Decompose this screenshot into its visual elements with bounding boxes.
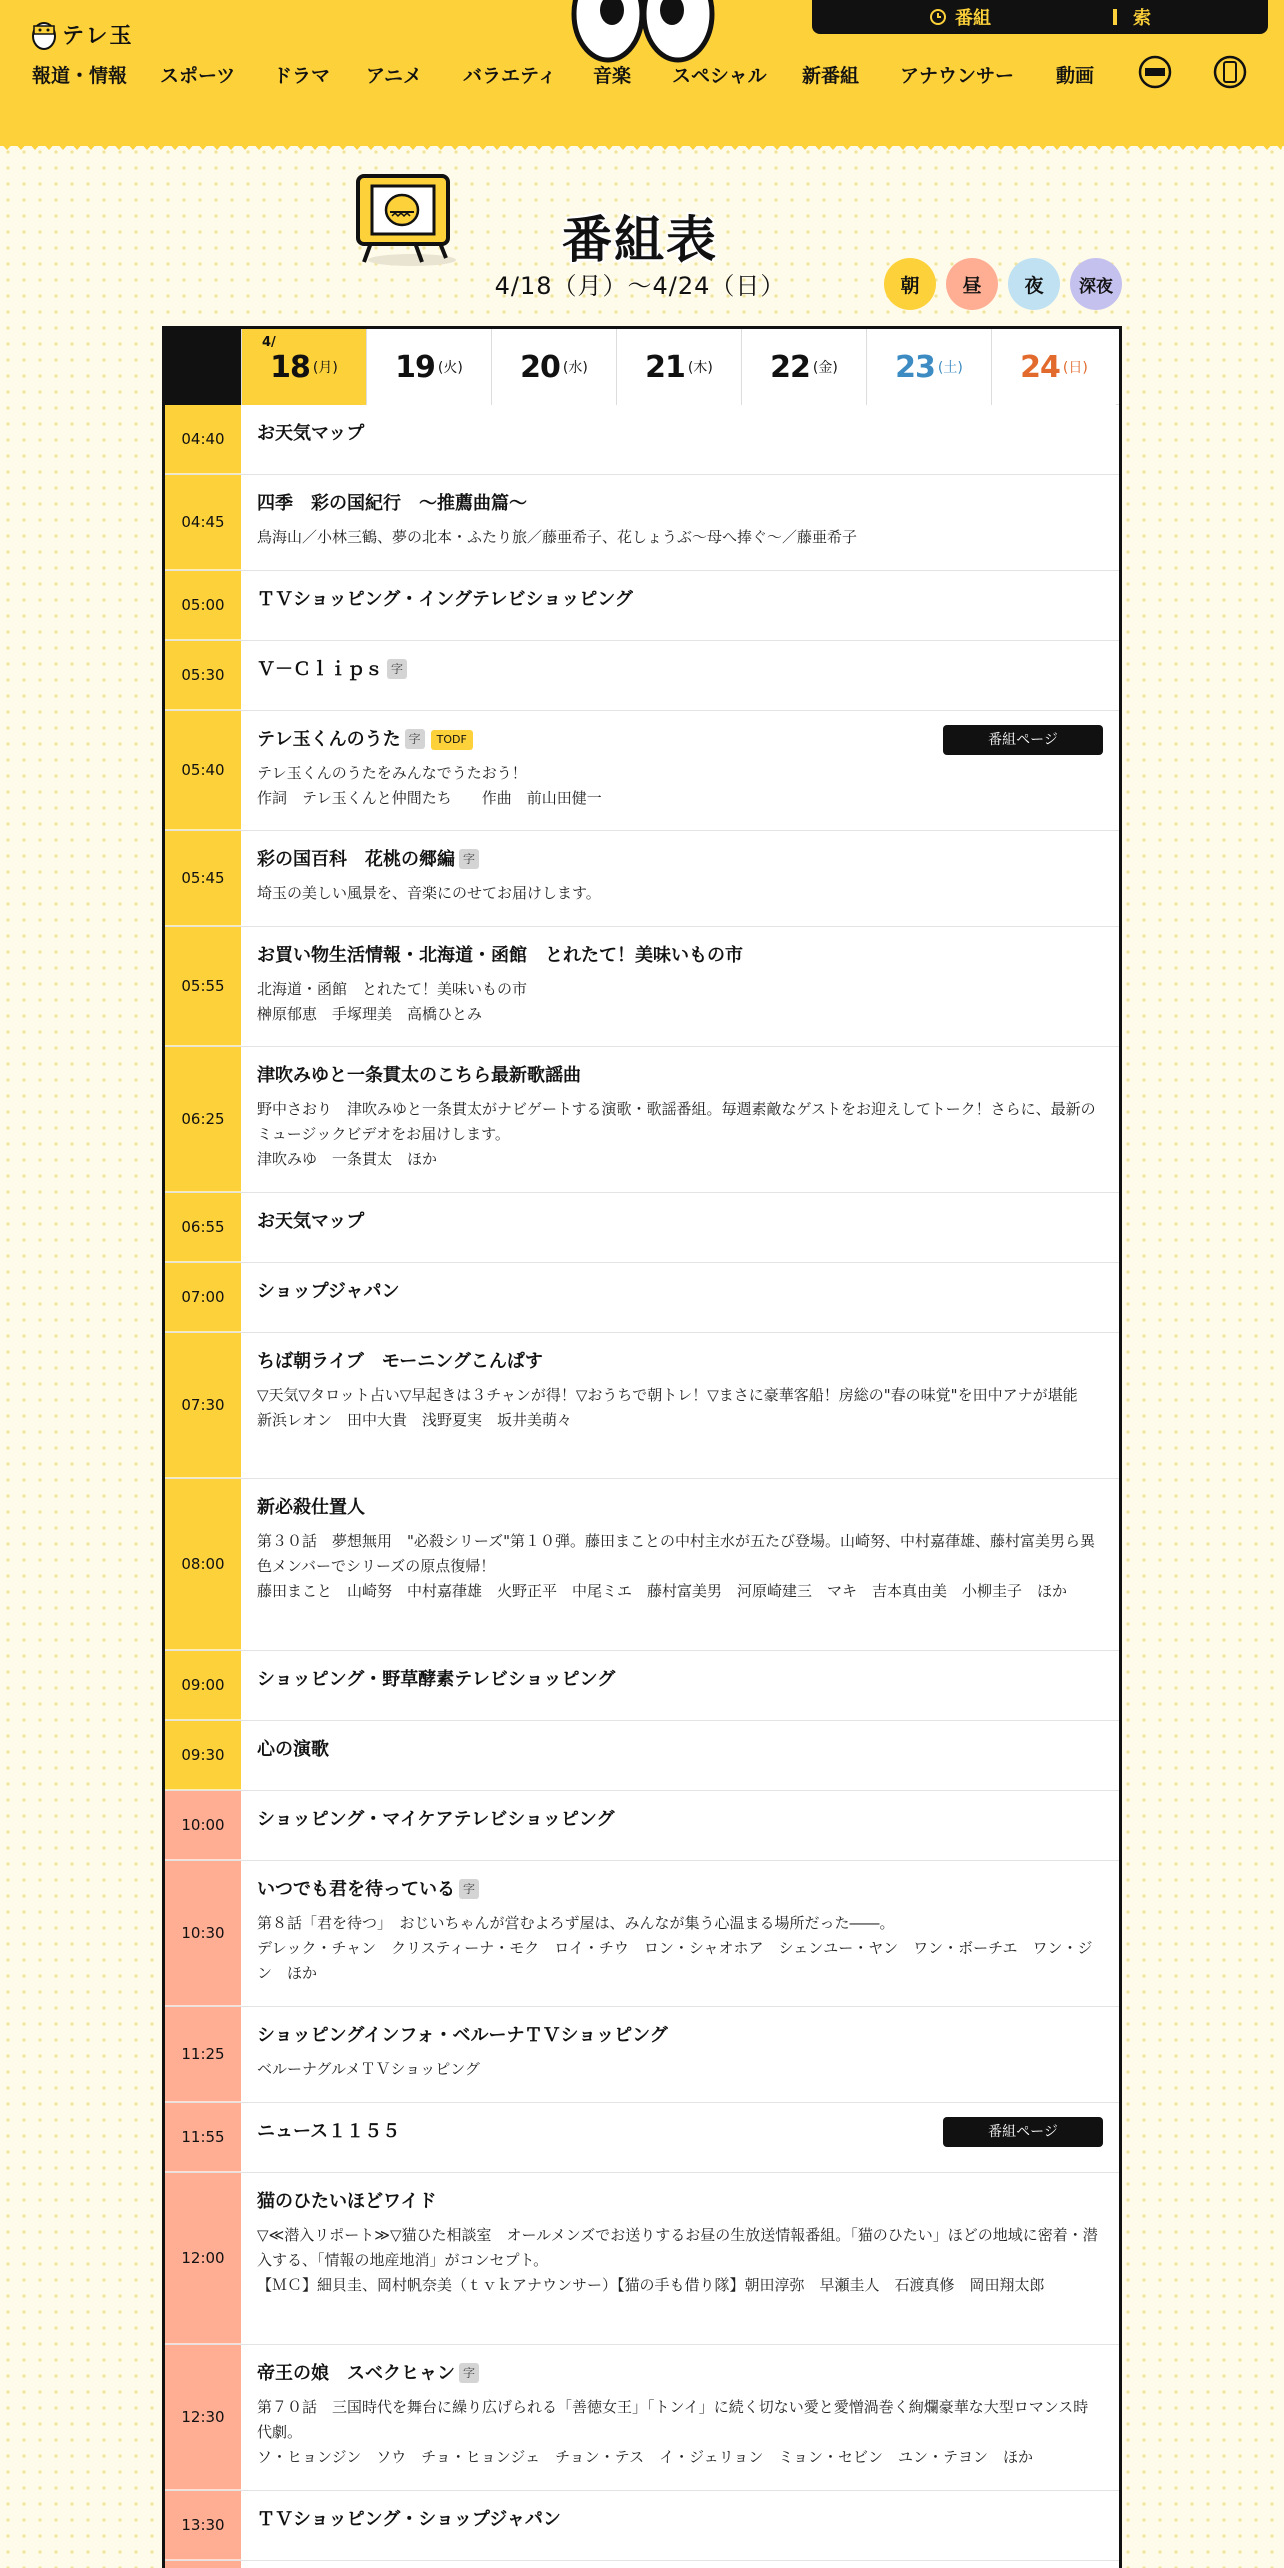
date-tab-23[interactable] — [866, 329, 991, 405]
date-tab-18[interactable] — [241, 329, 366, 405]
date-tabs — [165, 329, 1119, 405]
program-row[interactable] — [165, 2007, 1119, 2103]
program-title[interactable]: 新必殺仕置人 — [257, 1497, 365, 1518]
program-title-line — [257, 2509, 1101, 2531]
program-title[interactable]: ショッピングインフォ・ベルーナＴＶショッピング — [257, 2025, 668, 2046]
program-time: 05:40 — [165, 711, 241, 830]
program-title-line — [257, 1879, 1101, 1901]
program-list — [165, 405, 1119, 2568]
program-description: 第３０話 夢想無用 "必殺シリーズ"第１０弾。藤田まことの中村主水が五たび登場。山崎努、中村嘉葎雄、藤村富美男ら異色メンバーでシリーズの原点復帰！ 藤田まこと 山崎努 中村嘉葎雄 火野正平 中尾ミエ 藤村富美男 河原崎建三 マキ 吉本真由美 小柳圭子 ほか — [257, 1532, 1096, 1600]
date-tab-day: 21 — [645, 349, 685, 385]
program-title[interactable]: ＴＶショッピング・ショップジャパン — [257, 2509, 561, 2530]
program-row[interactable] — [165, 2345, 1119, 2491]
quick-links-bar — [812, 0, 1268, 34]
program-row[interactable] — [165, 405, 1119, 475]
date-tab-day: 24 — [1020, 349, 1060, 385]
program-title[interactable]: ニュース１１５５ — [257, 2121, 401, 2142]
todf-badge: TODF — [431, 730, 473, 750]
program-time: 06:25 — [165, 1047, 241, 1192]
program-time: 10:00 — [165, 1791, 241, 1860]
program-title-line — [257, 589, 1101, 611]
date-tab-day: 22 — [770, 349, 810, 385]
page-title: 番組表 — [562, 211, 718, 269]
main-nav — [0, 56, 1284, 96]
nav-anime[interactable]: アニメ — [366, 65, 423, 87]
program-row[interactable] — [165, 1263, 1119, 1333]
header-zigzag-edge — [0, 136, 1284, 156]
time-jump-noon-label: 昼 — [962, 274, 982, 297]
program-page-button[interactable]: 番組ページ — [943, 2117, 1103, 2147]
program-title-line — [257, 1669, 1101, 1691]
program-schedule — [162, 326, 1122, 2568]
date-tab-day: 19 — [395, 349, 435, 385]
subtitle-badge-icon: 字 — [459, 1879, 479, 1899]
program-info — [241, 711, 1119, 830]
program-title[interactable]: ショップジャパン — [257, 1281, 400, 1302]
program-row[interactable] — [165, 1791, 1119, 1861]
program-info — [241, 2345, 1119, 2490]
date-tab-22[interactable] — [741, 329, 866, 405]
program-title-line — [257, 1281, 1101, 1303]
subtitle-badge-icon: 字 — [459, 2363, 479, 2383]
program-row[interactable] — [165, 641, 1119, 711]
program-title-line — [257, 1497, 1101, 1519]
program-title[interactable]: 猫のひたいほどワイド — [257, 2191, 437, 2212]
search-link[interactable] — [1111, 4, 1151, 30]
date-tab-24[interactable] — [991, 329, 1116, 405]
program-page-button[interactable]: 番組ページ — [943, 725, 1103, 755]
date-tab-weekday: (水) — [562, 360, 588, 376]
date-tab-day: 18 — [270, 349, 310, 385]
program-title[interactable]: ショッピング・野草酵素テレビショッピング — [257, 1669, 616, 1690]
logo-text: テレ玉 — [62, 23, 134, 49]
program-row[interactable] — [165, 2561, 1119, 2568]
mascot-eyes-icon — [568, 0, 718, 64]
program-description: テレ玉くんのうたをみんなでうたおう！ 作詞 テレ玉くんと仲間たち 作曲 前山田健一 — [257, 764, 602, 807]
program-time: 07:00 — [165, 1263, 241, 1332]
program-info — [241, 1333, 1119, 1478]
program-row[interactable] — [165, 1721, 1119, 1791]
program-title-line — [257, 1351, 1101, 1373]
program-title[interactable]: 津吹みゆと一条貫太のこちら最新歌謡曲 — [257, 1065, 581, 1086]
program-time: 05:30 — [165, 641, 241, 710]
program-title-line — [257, 423, 1101, 445]
date-header-corner — [165, 329, 241, 405]
subtitle-badge-icon: 字 — [459, 849, 479, 869]
site-logo[interactable] — [30, 14, 134, 54]
program-row[interactable] — [165, 2173, 1119, 2345]
program-title[interactable]: Ｖ－Ｃｌｉｐｓ — [257, 659, 383, 680]
program-title[interactable]: 心の演歌 — [257, 1739, 329, 1760]
program-title[interactable]: ＴＶショッピング・イングテレビショッピング — [257, 589, 633, 610]
schedule-link[interactable] — [929, 4, 991, 30]
date-range: 4/18（月）〜4/24（日） — [494, 272, 786, 300]
program-info — [241, 475, 1119, 570]
program-title[interactable]: 帝王の娘 スベクヒャン — [257, 2363, 455, 2384]
date-tab-20[interactable] — [491, 329, 616, 405]
program-info — [241, 2007, 1119, 2102]
date-tab-weekday: (金) — [812, 360, 838, 376]
program-info — [241, 831, 1119, 926]
program-time: 10:30 — [165, 1861, 241, 2006]
time-jump-late-night[interactable] — [1070, 258, 1122, 310]
teletama-icon[interactable] — [1133, 46, 1177, 90]
subtitle-badge-icon: 字 — [387, 659, 407, 679]
search-icon — [1111, 8, 1125, 26]
time-jump-noon[interactable] — [946, 258, 998, 310]
program-info — [241, 1479, 1119, 1650]
program-title-line — [257, 2363, 1101, 2385]
program-time: 11:25 — [165, 2007, 241, 2102]
nav-drama[interactable]: ドラマ — [273, 65, 331, 87]
nav-videos[interactable]: 動画 — [1056, 65, 1095, 87]
program-title-line — [257, 1809, 1101, 1831]
program-row[interactable] — [165, 1333, 1119, 1479]
program-info — [241, 1721, 1119, 1790]
program-title[interactable]: お買い物生活情報・北海道・函館 とれたて！美味いもの市 — [257, 945, 743, 966]
date-tab-day: 20 — [520, 349, 560, 385]
program-row[interactable] — [165, 711, 1119, 831]
program-row[interactable] — [165, 1193, 1119, 1263]
program-description: 埼玉の美しい風景を、音楽にのせてお届けします。 — [257, 884, 601, 902]
program-time: 04:40 — [165, 405, 241, 474]
program-time: 04:45 — [165, 475, 241, 570]
clock-icon — [929, 8, 947, 26]
date-tab-weekday: (日) — [1062, 360, 1088, 376]
nav-news[interactable]: 報道・情報 — [32, 65, 128, 87]
program-info — [241, 1861, 1119, 2006]
program-time: 09:30 — [165, 1721, 241, 1790]
nav-special[interactable]: スペシャル — [672, 65, 767, 87]
time-jump-morning-label: 朝 — [900, 274, 920, 297]
program-row[interactable] — [165, 927, 1119, 1047]
program-info — [241, 2103, 1119, 2172]
program-info — [241, 1263, 1119, 1332]
program-info — [241, 1047, 1119, 1192]
program-time — [165, 2561, 241, 2568]
program-title[interactable]: お天気マップ — [257, 1211, 365, 1232]
program-description: 野中さおり 津吹みゆと一条貫太がナビゲートする演歌・歌謡番組。毎週素敵なゲストをお迎えしてトーク！さらに、最新のミュージックビデオをお届けします。 津吹みゆ 一条貫太 ほか — [257, 1100, 1096, 1168]
program-description: ベルーナグルメＴＶショッピング — [257, 2060, 480, 2078]
program-row[interactable] — [165, 475, 1119, 571]
program-title[interactable]: お天気マップ — [257, 423, 365, 444]
program-info — [241, 1193, 1119, 1262]
schedule-link-label: 番組 — [955, 8, 991, 29]
program-description: ▽天気▽タロット占い▽早起きは３チャンが得！▽おうちで朝トレ！▽まさに豪華客船！房総の"春の味覚"を田中アナが堪能 新浜レオン 田中大貴 浅野夏実 坂井美萌々 — [257, 1386, 1078, 1429]
teletama-mascot-icon — [30, 16, 58, 52]
program-row[interactable] — [165, 1479, 1119, 1651]
tv-mascot-icon — [352, 168, 462, 268]
date-tab-weekday: (木) — [687, 360, 713, 376]
program-time: 13:30 — [165, 2491, 241, 2560]
nav-new-programs[interactable]: 新番組 — [802, 65, 860, 87]
program-title[interactable]: テレ玉くんのうた — [257, 729, 401, 750]
program-time: 07:30 — [165, 1333, 241, 1478]
program-title[interactable]: ちば朝ライブ モーニングこんぱす — [257, 1351, 543, 1372]
program-time: 09:00 — [165, 1651, 241, 1720]
program-row[interactable] — [165, 2491, 1119, 2561]
program-time: 06:55 — [165, 1193, 241, 1262]
date-tab-day: 23 — [895, 349, 935, 385]
program-info — [241, 1791, 1119, 1860]
time-jump-night[interactable] — [1008, 258, 1060, 310]
program-info — [241, 927, 1119, 1046]
program-time: 05:55 — [165, 927, 241, 1046]
program-info — [241, 405, 1119, 474]
nav-variety[interactable]: バラエティ — [463, 65, 557, 87]
date-tab-weekday: (火) — [437, 360, 463, 376]
program-info — [241, 1651, 1119, 1720]
program-title-line — [257, 945, 1101, 967]
program-info — [241, 2561, 1119, 2568]
program-info — [241, 571, 1119, 640]
program-info — [241, 2173, 1119, 2344]
program-title-line — [257, 1065, 1101, 1087]
site-header — [0, 0, 1284, 146]
program-time: 05:00 — [165, 571, 241, 640]
program-description: 第７０話 三国時代を舞台に繰り広げられる「善徳女王」「トンイ」に続く切ない愛と愛憎渦巻く絢爛豪華な大型ロマンス時代劇。 ソ・ヒョンジン ソウ チョ・ヒョンジェ チョン・テス イ・ジェリョン ミョン・セビン ユン・テヨン ほか — [257, 2398, 1089, 2466]
program-title-line — [257, 2025, 1101, 2047]
program-title[interactable]: ショッピング・マイケアテレビショッピング — [257, 1809, 615, 1830]
program-description: 第８話「君を待つ」 おじいちゃんが営むよろず屋は、みんなが集う心温まる場所だった――。 デレック・チャン クリスティーナ・モク ロイ・チウ ロン・シャオホア シェンユー・ヤン ワン・ボーチエ ワン・ジン ほか — [257, 1914, 1093, 1982]
program-time: 12:00 — [165, 2173, 241, 2344]
app-icon[interactable] — [1208, 46, 1252, 90]
program-title[interactable]: いつでも君を待っている — [257, 1879, 455, 1900]
date-tab-19[interactable] — [366, 329, 491, 405]
program-title[interactable]: 彩の国百科 花桃の郷編 — [257, 849, 455, 870]
program-row[interactable] — [165, 1047, 1119, 1193]
program-description: 北海道・函館 とれたて！美味いもの市 榊原郁恵 手塚理美 高橋ひとみ — [257, 980, 528, 1023]
program-title-line — [257, 493, 1101, 515]
program-title[interactable]: 四季 彩の国紀行 ～推薦曲篇～ — [257, 493, 527, 514]
time-jump-morning[interactable] — [884, 258, 936, 310]
program-row[interactable] — [165, 1861, 1119, 2007]
program-time: 12:30 — [165, 2345, 241, 2490]
program-time: 11:55 — [165, 2103, 241, 2172]
date-tab-weekday: (月) — [312, 360, 338, 376]
search-link-label: 索 — [1133, 8, 1151, 29]
program-title-line — [257, 1211, 1101, 1233]
nav-sports[interactable]: スポーツ — [160, 65, 236, 87]
program-title-line — [257, 849, 1101, 871]
program-title-line — [257, 659, 1101, 681]
date-tab-weekday: (土) — [937, 360, 963, 376]
program-description: 鳥海山／小林三鶴、夢の北本・ふたり旅／藤亜希子、花しょうぶ～母へ捧ぐ～／藤亜希子 — [257, 528, 858, 546]
program-time: 05:45 — [165, 831, 241, 926]
program-row[interactable] — [165, 831, 1119, 927]
nav-music[interactable]: 音楽 — [593, 65, 632, 87]
date-tab-month: 4/ — [262, 335, 276, 350]
program-description: ▽≪潜入リポート≫▽猫ひた相談室 オールメンズでお送りするお昼の生放送情報番組。「猫のひたい」ほどの地域に密着・潜入する、「情報の地産地消」がコンセプト。 【ＭＣ】細貝圭、岡村帆奈美（ｔｖｋアナウンサー）【猫の手も借り隊】朝田淳弥 早瀬圭人 石渡真修 岡田翔太郎 — [257, 2226, 1098, 2294]
date-tab-21[interactable] — [616, 329, 741, 405]
program-row[interactable] — [165, 2103, 1119, 2173]
nav-announcers[interactable]: アナウンサー — [900, 65, 1015, 87]
program-row[interactable] — [165, 571, 1119, 641]
program-title-line — [257, 2191, 1101, 2213]
program-info — [241, 2491, 1119, 2560]
time-jump-late-night-label: 深夜 — [1079, 276, 1113, 297]
program-time: 08:00 — [165, 1479, 241, 1650]
program-info — [241, 641, 1119, 710]
program-row[interactable] — [165, 1651, 1119, 1721]
time-jump-night-label: 夜 — [1024, 274, 1044, 297]
subtitle-badge-icon: 字 — [405, 729, 425, 749]
program-title-line — [257, 1739, 1101, 1761]
